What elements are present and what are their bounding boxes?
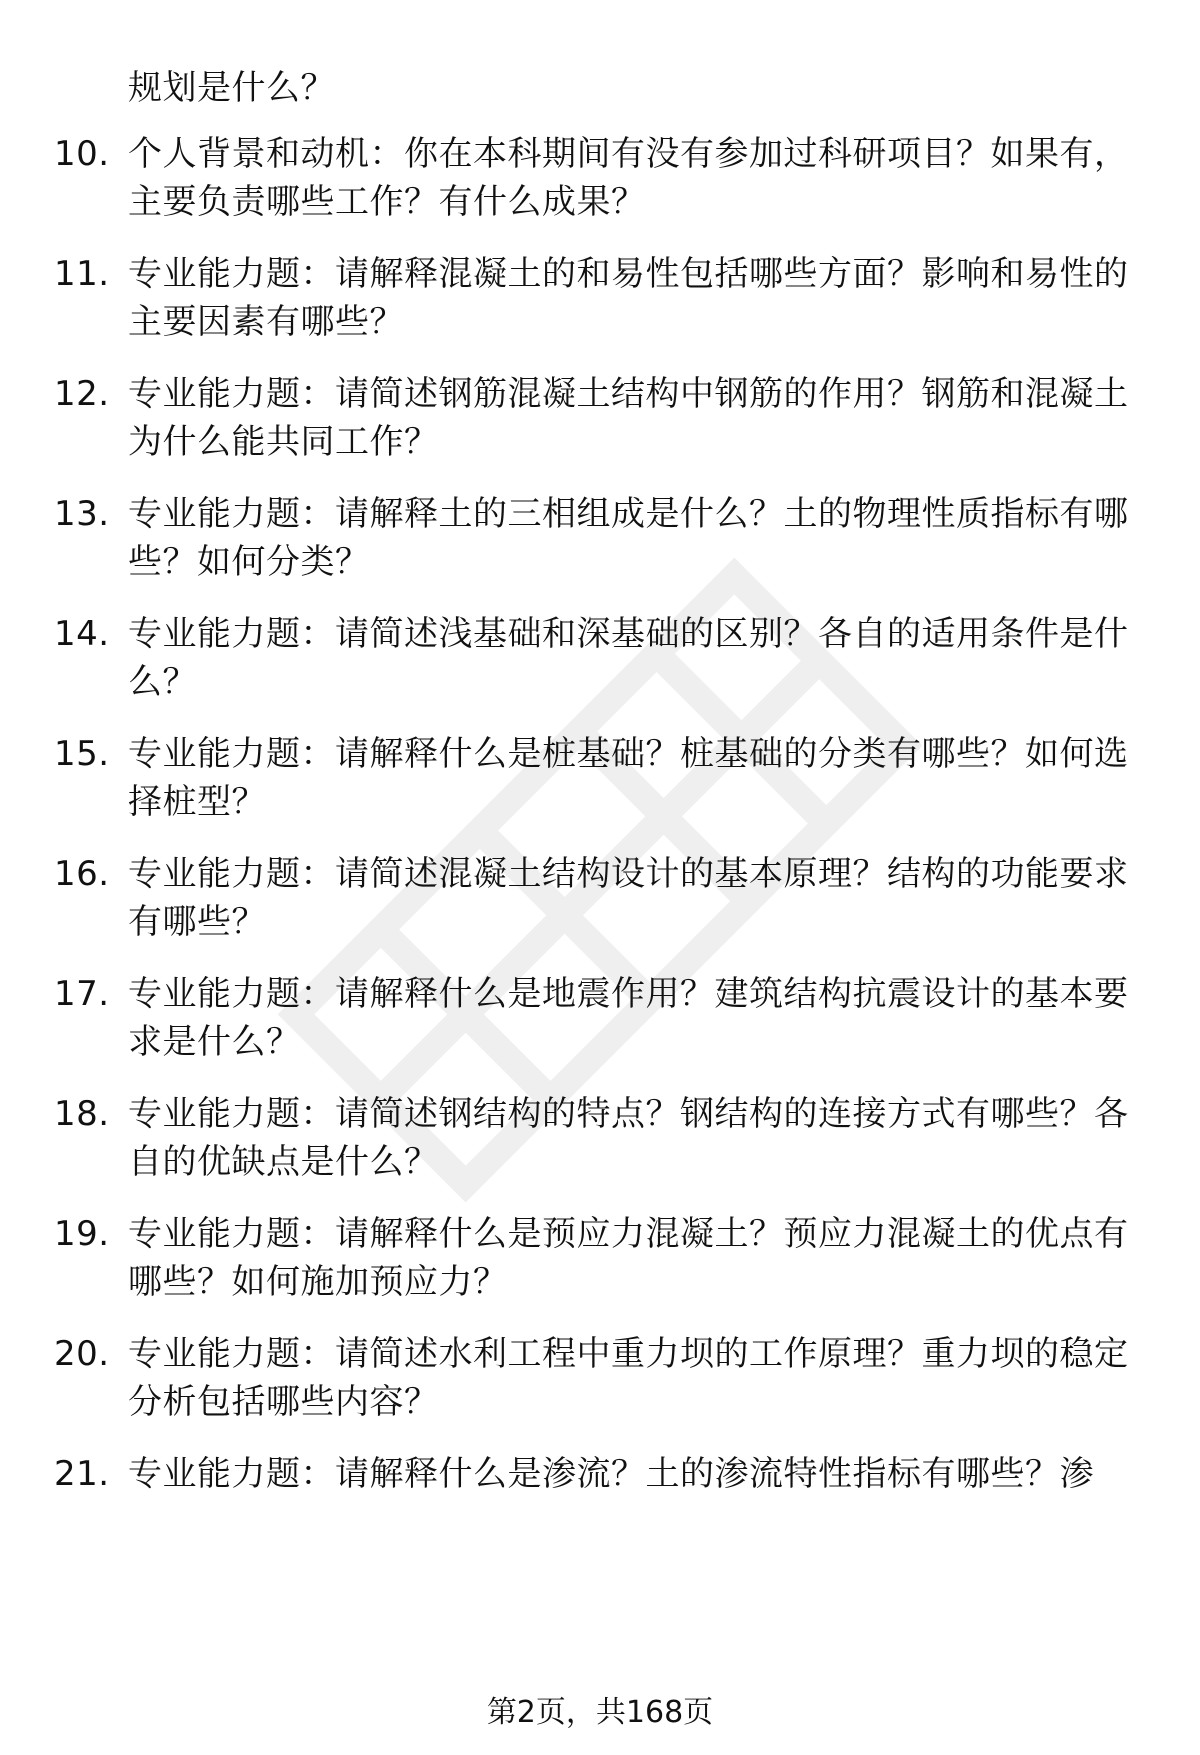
- question-text: 专业能力题：请简述混凝土结构设计的基本原理？结构的功能要求有哪些？: [128, 854, 1129, 942]
- question-number: 10.: [54, 134, 110, 174]
- question-text: 专业能力题：请解释什么是桩基础？桩基础的分类有哪些？如何选择桩型？: [128, 734, 1129, 822]
- question-number: 13.: [54, 494, 110, 534]
- question-text: 专业能力题：请解释什么是预应力混凝土？预应力混凝土的优点有哪些？如何施加预应力？: [128, 1214, 1129, 1302]
- question-number: 19.: [54, 1214, 110, 1254]
- question-text: 专业能力题：请简述钢结构的特点？钢结构的连接方式有哪些？各自的优缺点是什么？: [128, 1094, 1129, 1182]
- question-number: 14.: [54, 614, 110, 654]
- question-number: 12.: [54, 374, 110, 414]
- question-number: 21.: [54, 1454, 110, 1494]
- question-number: 20.: [54, 1334, 110, 1374]
- question-text: 专业能力题：请简述浅基础和深基础的区别？各自的适用条件是什么？: [128, 614, 1129, 702]
- question-text: 专业能力题：请解释什么是渗流？土的渗流特性指标有哪些？渗: [128, 1454, 1094, 1494]
- question-text: 专业能力题：请解释土的三相组成是什么？土的物理性质指标有哪些？如何分类？: [128, 494, 1129, 582]
- question-number: 11.: [54, 254, 110, 294]
- question-number: 17.: [54, 974, 110, 1014]
- continued-question-text: 规划是什么？: [128, 68, 335, 108]
- page-number-footer: 第2页，共168页: [486, 1695, 714, 1730]
- question-number: 15.: [54, 734, 110, 774]
- question-text: 个人背景和动机：你在本科期间有没有参加过科研项目？如果有，主要负责哪些工作？有什么成果？: [128, 134, 1129, 222]
- question-text: 专业能力题：请解释什么是地震作用？建筑结构抗震设计的基本要求是什么？: [128, 974, 1129, 1062]
- question-text: 专业能力题：请简述水利工程中重力坝的工作原理？重力坝的稳定分析包括哪些内容？: [128, 1334, 1129, 1422]
- question-text: 专业能力题：请解释混凝土的和易性包括哪些方面？影响和易性的主要因素有哪些？: [128, 254, 1129, 342]
- question-text: 专业能力题：请简述钢筋混凝土结构中钢筋的作用？钢筋和混凝土为什么能共同工作？: [128, 374, 1129, 462]
- question-number: 16.: [54, 854, 110, 894]
- question-number: 18.: [54, 1094, 110, 1134]
